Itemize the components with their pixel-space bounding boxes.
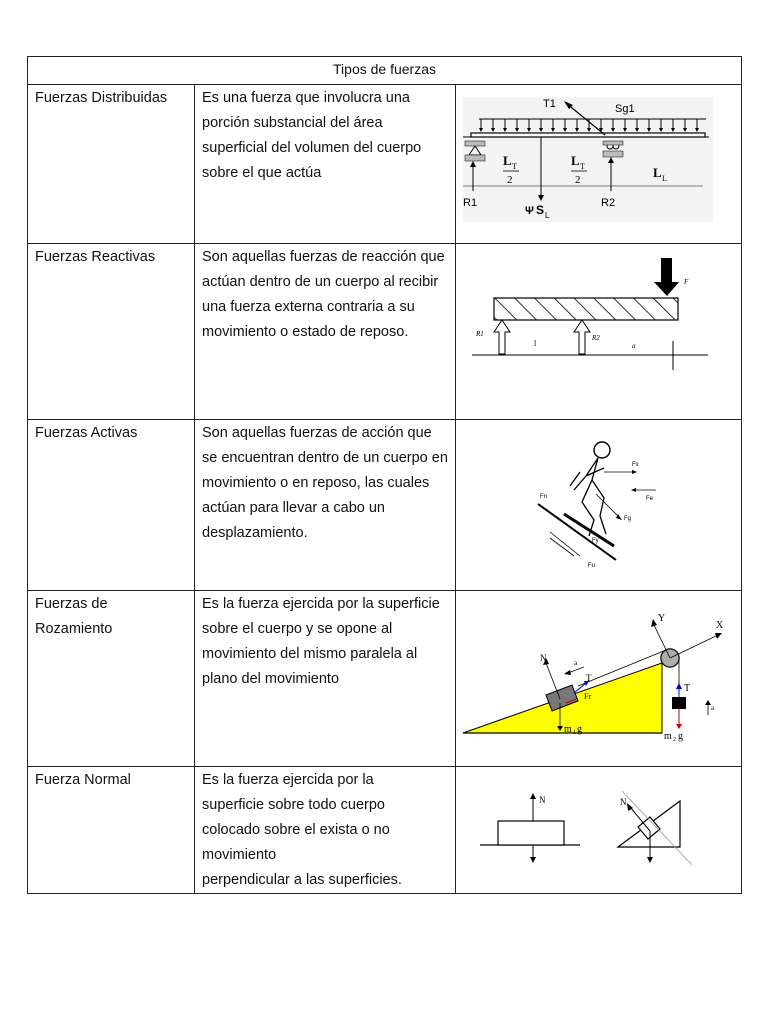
force-name: Fuerzas Activas [28, 420, 195, 591]
svg-text:R1: R1 [476, 330, 484, 338]
table-row [28, 244, 742, 420]
active-force-diagram [456, 420, 742, 591]
svg-text:1: 1 [573, 730, 576, 736]
svg-text:T: T [684, 683, 691, 694]
force-description: Es una fuerza que involucra una porción substancial del área superficial del volumen del cuerpo sobre el que actúa [195, 85, 456, 244]
svg-text:Fr: Fr [584, 692, 592, 701]
svg-text:X: X [716, 620, 724, 631]
svg-text:R1: R1 [463, 197, 478, 209]
table-row [28, 591, 742, 767]
description-line: Es la fuerza ejercida por la [202, 772, 374, 788]
force-name: Fuerzas Distribuidas [28, 85, 195, 244]
description-line: colocado sobre el exista o no [202, 822, 390, 838]
normal-force-diagram [456, 767, 742, 894]
svg-text:Fn: Fn [540, 494, 548, 500]
svg-text:a: a [711, 704, 715, 712]
svg-text:R2: R2 [601, 197, 616, 209]
svg-text:Fx: Fx [632, 462, 639, 468]
svg-text:L: L [571, 153, 580, 168]
svg-text:g: g [678, 731, 683, 742]
svg-text:N: N [539, 795, 546, 805]
force-description: Son aquellas fuerzas de acción que se encuentran dentro de un cuerpo en movimiento o en reposo, las cuales actúan para llevar a cabo un desplazamiento. [195, 420, 456, 591]
svg-text:Y: Y [658, 613, 666, 624]
svg-text:L: L [545, 211, 550, 220]
svg-text:Sg1: Sg1 [615, 103, 635, 115]
table-row [28, 767, 742, 894]
svg-text:L: L [503, 153, 512, 168]
svg-text:L: L [662, 174, 667, 183]
svg-text:R2: R2 [592, 334, 600, 342]
svg-text:g: g [577, 724, 582, 735]
forces-table [27, 56, 742, 894]
force-name: Fuerzas de Rozamiento [28, 591, 195, 767]
svg-text:Ψ: Ψ [525, 205, 534, 217]
force-name: Fuerza Normal [28, 767, 195, 894]
force-description: Es la fuerza ejercida por la superficie sobre el cuerpo y se opone al movimiento del mismo paralela al plano del movimiento [195, 591, 456, 767]
svg-text:N: N [540, 653, 547, 663]
table-row [28, 420, 742, 591]
svg-text:2: 2 [673, 737, 676, 743]
svg-text:2: 2 [575, 174, 581, 186]
svg-text:T1: T1 [543, 98, 556, 110]
svg-text:2: 2 [507, 174, 513, 186]
svg-text:T: T [512, 162, 517, 171]
svg-text:Fe: Fe [646, 496, 654, 502]
table-title: Tipos de fuerzas [28, 57, 742, 85]
svg-text:S: S [536, 203, 545, 217]
friction-force-diagram [456, 591, 742, 767]
svg-text:Fg: Fg [624, 516, 632, 522]
svg-text:m: m [564, 724, 572, 735]
description-line: movimiento [202, 847, 277, 863]
svg-text:Fu: Fu [588, 563, 596, 569]
svg-text:a: a [632, 342, 636, 350]
force-name: Fuerzas Reactivas [28, 244, 195, 420]
svg-text:L: L [653, 165, 662, 180]
svg-text:T: T [580, 162, 585, 171]
svg-text:T: T [586, 673, 592, 683]
force-description [195, 767, 456, 894]
description-line: superficie sobre todo cuerpo [202, 797, 385, 813]
svg-text:a: a [574, 659, 578, 667]
table-row [28, 85, 742, 244]
svg-text:F: F [684, 278, 689, 286]
svg-text:N: N [620, 797, 627, 807]
force-description: Son aquellas fuerzas de reacción que actúan dentro de un cuerpo al recibir una fuerza externa contraria a su movimiento o estado de reposo. [195, 244, 456, 420]
svg-text:m: m [664, 731, 672, 742]
svg-text:Fy: Fy [592, 538, 599, 544]
reactive-force-diagram [456, 244, 742, 420]
description-line: perpendicular a las superficies. [202, 872, 402, 888]
distributed-force-diagram [456, 85, 742, 244]
svg-text:l: l [534, 339, 537, 348]
